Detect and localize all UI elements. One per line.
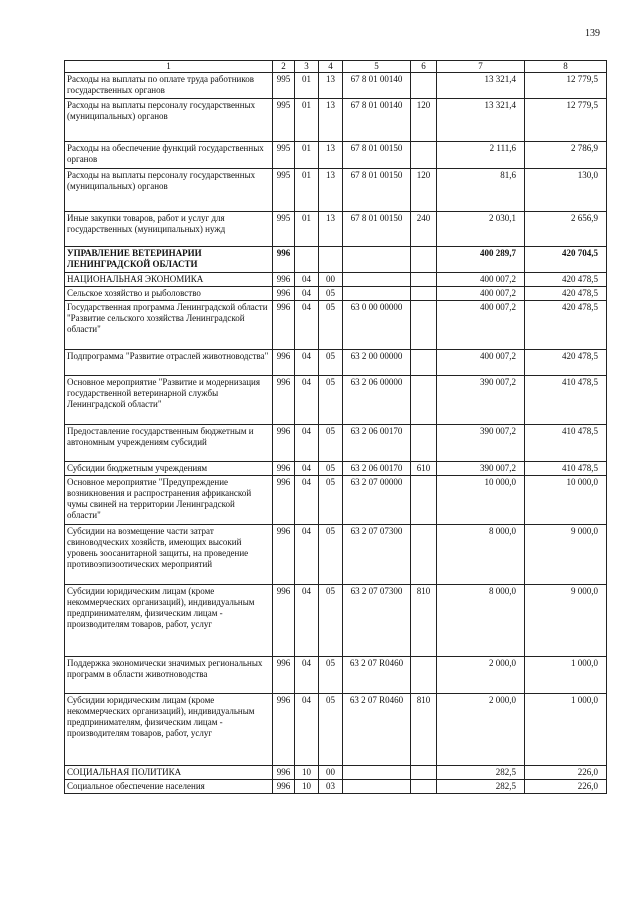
row-value-cell: 05 xyxy=(319,694,343,766)
row-value-cell xyxy=(411,425,437,462)
row-value-cell: 120 xyxy=(411,169,437,212)
row-value-cell: 996 xyxy=(273,476,295,525)
row-value-cell: 05 xyxy=(319,287,343,301)
table-row xyxy=(65,525,607,585)
row-value-cell: 8 000,0 xyxy=(437,525,525,585)
row-value-cell: 05 xyxy=(319,657,343,694)
row-value-cell: 400 007,2 xyxy=(437,287,525,301)
row-value-cell: 996 xyxy=(273,287,295,301)
row-value-cell: 63 2 07 00000 xyxy=(343,476,411,525)
row-value-cell: 04 xyxy=(295,287,319,301)
budget-table xyxy=(64,60,607,794)
header-cell: 6 xyxy=(411,61,437,73)
table-row xyxy=(65,212,607,247)
row-name-cell: Подпрограмма "Развитие отраслей животноводства" xyxy=(65,350,273,376)
row-value-cell: 8 000,0 xyxy=(437,585,525,657)
row-value-cell: 1 000,0 xyxy=(525,657,607,694)
row-value-cell: 67 8 01 00150 xyxy=(343,169,411,212)
row-value-cell xyxy=(319,247,343,273)
row-value-cell: 410 478,5 xyxy=(525,376,607,425)
row-value-cell xyxy=(411,780,437,794)
row-value-cell: 01 xyxy=(295,73,319,99)
row-value-cell: 63 2 06 00170 xyxy=(343,462,411,476)
row-name-cell: Предоставление государственным бюджетным и автономным учреждениям субсидий xyxy=(65,425,273,462)
row-name-cell: Субсидии юридическим лицам (кроме некоммерческих организаций), индивидуальным предпринимателям, физическим лицам - производителям товаров, работ, услуг xyxy=(65,585,273,657)
row-value-cell: 226,0 xyxy=(525,780,607,794)
row-value-cell xyxy=(411,376,437,425)
table-row xyxy=(65,425,607,462)
row-value-cell: 810 xyxy=(411,585,437,657)
row-value-cell: 390 007,2 xyxy=(437,462,525,476)
row-value-cell: 05 xyxy=(319,585,343,657)
row-value-cell: 01 xyxy=(295,142,319,169)
header-cell: 5 xyxy=(343,61,411,73)
row-value-cell: 00 xyxy=(319,273,343,287)
row-value-cell: 130,0 xyxy=(525,169,607,212)
row-value-cell: 63 2 00 00000 xyxy=(343,350,411,376)
row-value-cell: 610 xyxy=(411,462,437,476)
row-value-cell: 2 656,9 xyxy=(525,212,607,247)
row-value-cell: 04 xyxy=(295,585,319,657)
table-row xyxy=(65,657,607,694)
row-value-cell xyxy=(343,247,411,273)
row-value-cell: 420 478,5 xyxy=(525,350,607,376)
table-row xyxy=(65,780,607,794)
row-value-cell: 63 0 00 00000 xyxy=(343,301,411,350)
table-row xyxy=(65,462,607,476)
header-cell: 8 xyxy=(525,61,607,73)
row-value-cell: 05 xyxy=(319,350,343,376)
table-row xyxy=(65,376,607,425)
row-value-cell: 04 xyxy=(295,273,319,287)
row-name-cell: Субсидии бюджетным учреждениям xyxy=(65,462,273,476)
row-value-cell: 996 xyxy=(273,301,295,350)
row-value-cell xyxy=(411,247,437,273)
row-value-cell: 1 000,0 xyxy=(525,694,607,766)
row-value-cell: 420 478,5 xyxy=(525,273,607,287)
row-value-cell: 05 xyxy=(319,476,343,525)
row-value-cell: 996 xyxy=(273,376,295,425)
table-row xyxy=(65,350,607,376)
row-value-cell xyxy=(343,780,411,794)
row-value-cell: 13 xyxy=(319,212,343,247)
row-value-cell: 996 xyxy=(273,766,295,780)
row-value-cell xyxy=(411,273,437,287)
row-value-cell: 995 xyxy=(273,212,295,247)
row-name-cell: Государственная программа Ленинградской области "Развитие сельского хозяйства Ленинградской области" xyxy=(65,301,273,350)
row-value-cell: 04 xyxy=(295,694,319,766)
row-value-cell: 04 xyxy=(295,476,319,525)
row-value-cell: 05 xyxy=(319,301,343,350)
row-value-cell: 810 xyxy=(411,694,437,766)
row-value-cell: 996 xyxy=(273,657,295,694)
table-row xyxy=(65,585,607,657)
row-value-cell: 03 xyxy=(319,780,343,794)
row-value-cell: 2 030,1 xyxy=(437,212,525,247)
row-value-cell: 996 xyxy=(273,462,295,476)
header-cell: 7 xyxy=(437,61,525,73)
table-row xyxy=(65,766,607,780)
row-name-cell: НАЦИОНАЛЬНАЯ ЭКОНОМИКА xyxy=(65,273,273,287)
row-value-cell: 63 2 07 07300 xyxy=(343,525,411,585)
row-value-cell: 390 007,2 xyxy=(437,425,525,462)
row-value-cell: 04 xyxy=(295,525,319,585)
row-value-cell xyxy=(411,766,437,780)
row-name-cell: Субсидии юридическим лицам (кроме некоммерческих организаций), индивидуальным предпринимателям, физическим лицам - производителям товаров, работ, услуг xyxy=(65,694,273,766)
row-value-cell: 10 xyxy=(295,780,319,794)
row-value-cell: 05 xyxy=(319,425,343,462)
row-value-cell: 63 2 07 R0460 xyxy=(343,694,411,766)
table-row xyxy=(65,169,607,212)
row-value-cell: 2 786,9 xyxy=(525,142,607,169)
row-name-cell: Основное мероприятие "Развитие и модернизация государственной ветеринарной службы Ленинградской области" xyxy=(65,376,273,425)
row-value-cell: 63 2 06 00170 xyxy=(343,425,411,462)
row-value-cell: 63 2 07 R0460 xyxy=(343,657,411,694)
row-name-cell: Поддержка экономически значимых региональных программ в области животноводства xyxy=(65,657,273,694)
row-name-cell: Иные закупки товаров, работ и услуг для государственных (муниципальных) нужд xyxy=(65,212,273,247)
row-value-cell: 13 xyxy=(319,142,343,169)
row-value-cell: 2 000,0 xyxy=(437,657,525,694)
row-value-cell: 04 xyxy=(295,657,319,694)
row-name-cell: Сельское хозяйство и рыболовство xyxy=(65,287,273,301)
header-cell: 3 xyxy=(295,61,319,73)
table-row xyxy=(65,287,607,301)
row-value-cell: 995 xyxy=(273,169,295,212)
row-value-cell: 04 xyxy=(295,376,319,425)
row-value-cell: 240 xyxy=(411,212,437,247)
row-name-cell: Расходы на выплаты персоналу государственных (муниципальных) органов xyxy=(65,169,273,212)
row-value-cell: 400 007,2 xyxy=(437,273,525,287)
row-value-cell: 9 000,0 xyxy=(525,525,607,585)
row-value-cell: 996 xyxy=(273,525,295,585)
table-row xyxy=(65,73,607,99)
row-value-cell: 04 xyxy=(295,301,319,350)
row-value-cell: 400 007,2 xyxy=(437,301,525,350)
row-value-cell: 10 xyxy=(295,766,319,780)
row-value-cell: 390 007,2 xyxy=(437,376,525,425)
row-value-cell: 67 8 01 00140 xyxy=(343,99,411,142)
row-name-cell: Расходы на выплаты по оплате труда работников государственных органов xyxy=(65,73,273,99)
header-cell: 2 xyxy=(273,61,295,73)
row-value-cell: 9 000,0 xyxy=(525,585,607,657)
row-value-cell: 13 xyxy=(319,73,343,99)
row-value-cell: 996 xyxy=(273,780,295,794)
row-value-cell: 81,6 xyxy=(437,169,525,212)
row-value-cell xyxy=(411,287,437,301)
row-value-cell: 420 704,5 xyxy=(525,247,607,273)
row-value-cell: 996 xyxy=(273,585,295,657)
row-value-cell xyxy=(343,766,411,780)
row-value-cell xyxy=(411,476,437,525)
row-value-cell: 13 xyxy=(319,99,343,142)
row-value-cell: 01 xyxy=(295,169,319,212)
table-row xyxy=(65,694,607,766)
row-value-cell xyxy=(411,657,437,694)
table-header-row xyxy=(65,61,607,73)
row-value-cell: 410 478,5 xyxy=(525,425,607,462)
row-value-cell: 13 321,4 xyxy=(437,73,525,99)
row-name-cell: Расходы на обеспечение функций государственных органов xyxy=(65,142,273,169)
row-value-cell: 04 xyxy=(295,350,319,376)
row-value-cell: 05 xyxy=(319,376,343,425)
row-value-cell: 05 xyxy=(319,462,343,476)
row-value-cell: 996 xyxy=(273,694,295,766)
row-value-cell: 400 289,7 xyxy=(437,247,525,273)
row-value-cell: 410 478,5 xyxy=(525,462,607,476)
table-row xyxy=(65,476,607,525)
row-value-cell: 120 xyxy=(411,99,437,142)
row-value-cell: 13 xyxy=(319,169,343,212)
row-value-cell: 63 2 06 00000 xyxy=(343,376,411,425)
row-value-cell: 01 xyxy=(295,212,319,247)
row-value-cell: 282,5 xyxy=(437,780,525,794)
table-row xyxy=(65,301,607,350)
row-value-cell: 2 111,6 xyxy=(437,142,525,169)
row-name-cell: Субсидии на возмещение части затрат свиноводческих хозяйств, имеющих высокий уровень зоосанитарной защиты, на проведение противоэпизоотических мероприятий xyxy=(65,525,273,585)
row-value-cell xyxy=(411,350,437,376)
row-value-cell: 67 8 01 00150 xyxy=(343,142,411,169)
header-cell: 4 xyxy=(319,61,343,73)
table-row xyxy=(65,247,607,273)
row-value-cell xyxy=(411,525,437,585)
page-number: 139 xyxy=(585,28,600,39)
row-value-cell: 00 xyxy=(319,766,343,780)
table-row xyxy=(65,273,607,287)
row-value-cell: 996 xyxy=(273,247,295,273)
row-value-cell: 2 000,0 xyxy=(437,694,525,766)
row-value-cell: 226,0 xyxy=(525,766,607,780)
row-value-cell: 995 xyxy=(273,142,295,169)
row-value-cell: 996 xyxy=(273,350,295,376)
row-value-cell: 282,5 xyxy=(437,766,525,780)
row-value-cell: 996 xyxy=(273,273,295,287)
row-value-cell: 05 xyxy=(319,525,343,585)
row-value-cell: 10 000,0 xyxy=(437,476,525,525)
header-cell: 1 xyxy=(65,61,273,73)
row-value-cell: 04 xyxy=(295,425,319,462)
row-value-cell xyxy=(411,73,437,99)
row-value-cell: 12 779,5 xyxy=(525,99,607,142)
row-value-cell: 01 xyxy=(295,99,319,142)
table-row xyxy=(65,142,607,169)
row-value-cell xyxy=(411,142,437,169)
row-value-cell: 995 xyxy=(273,99,295,142)
row-name-cell: УПРАВЛЕНИЕ ВЕТЕРИНАРИИ ЛЕНИНГРАДСКОЙ ОБЛАСТИ xyxy=(65,247,273,273)
table-body xyxy=(65,61,607,794)
row-name-cell: Расходы на выплаты персоналу государственных (муниципальных) органов xyxy=(65,99,273,142)
row-value-cell: 400 007,2 xyxy=(437,350,525,376)
row-name-cell: Социальное обеспечение населения xyxy=(65,780,273,794)
table-row xyxy=(65,99,607,142)
row-value-cell: 04 xyxy=(295,462,319,476)
row-value-cell: 420 478,5 xyxy=(525,287,607,301)
row-value-cell xyxy=(343,273,411,287)
row-value-cell: 995 xyxy=(273,73,295,99)
row-value-cell: 13 321,4 xyxy=(437,99,525,142)
row-value-cell: 67 8 01 00150 xyxy=(343,212,411,247)
row-name-cell: Основное мероприятие "Предупреждение возникновения и распространения африканской чумы свиней на территории Ленинградской области" xyxy=(65,476,273,525)
row-value-cell: 10 000,0 xyxy=(525,476,607,525)
row-value-cell: 420 478,5 xyxy=(525,301,607,350)
row-value-cell xyxy=(411,301,437,350)
row-value-cell: 63 2 07 07300 xyxy=(343,585,411,657)
row-value-cell xyxy=(343,287,411,301)
row-value-cell: 12 779,5 xyxy=(525,73,607,99)
row-value-cell xyxy=(295,247,319,273)
row-value-cell: 67 8 01 00140 xyxy=(343,73,411,99)
row-name-cell: СОЦИАЛЬНАЯ ПОЛИТИКА xyxy=(65,766,273,780)
row-value-cell: 996 xyxy=(273,425,295,462)
